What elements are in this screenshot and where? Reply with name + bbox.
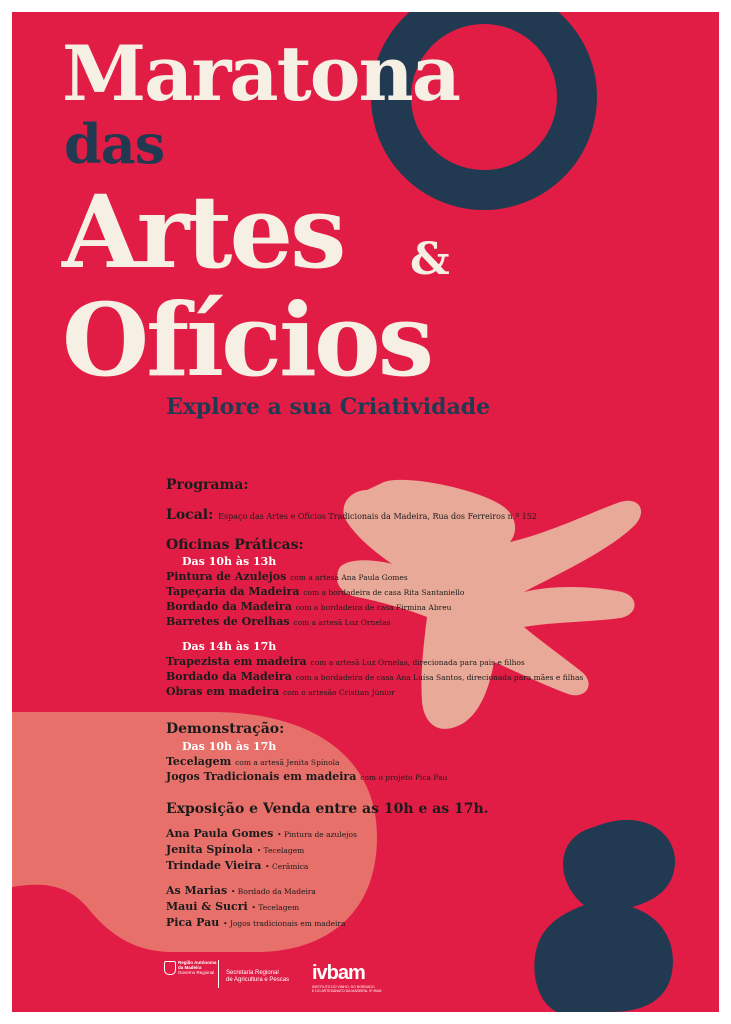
oficina-item-name: Bordado da Madeira	[166, 600, 292, 613]
exposicao-item-detail: • Jogos tradicionais em madeira	[223, 919, 346, 928]
oficina-item	[166, 570, 408, 583]
demonstracao-item	[166, 755, 340, 768]
footer-divider	[218, 960, 219, 988]
navy-blob-shape	[534, 820, 675, 1012]
exposicao-item-detail: • Pintura de azulejos	[277, 830, 357, 839]
oficina-item-detail: com a bordadeira de casa Ana Luísa Santos, direcionada para mães e filhas	[295, 673, 584, 682]
oficina-item-name: Pintura de Azulejos	[166, 570, 287, 583]
logo3-line1: INSTITUTO DO VINHO, DO BORDADO	[312, 985, 375, 989]
poster	[12, 12, 719, 1012]
logo3-line2: E DO ARTESANATO DA MADEIRA, IP-RAM	[312, 989, 382, 993]
demonstracao-item-detail: com o projeto Pica Pau	[360, 773, 448, 782]
oficina-item-name: Bordado da Madeira	[166, 670, 292, 683]
oficinas-afternoon-time: Das 14h às 17h	[182, 640, 277, 653]
demonstracao-time: Das 10h às 17h	[182, 740, 277, 753]
oficina-item-detail: com a artesã Luz Ornelas, direcionada para pais e filhos	[310, 658, 525, 667]
exposicao-item-detail: • Tecelagem	[251, 903, 300, 912]
oficinas-morning-time: Das 10h às 13h	[182, 555, 277, 568]
local-line	[166, 507, 537, 523]
subtitle: Explore a sua Criatividade	[166, 394, 491, 420]
logo-ivbam	[312, 963, 381, 993]
title-line-oficios: Ofícios	[62, 281, 431, 399]
logo2-line1: Secretaria Regional	[226, 970, 279, 976]
logo2-line2: de Agricultura e Pescas	[226, 977, 290, 983]
oficina-item	[166, 585, 464, 598]
oficina-item-detail: com o artesão Cristian Júnior	[283, 688, 395, 697]
oficina-item	[166, 670, 583, 683]
oficina-item-name: Tapeçaria da Madeira	[166, 585, 300, 598]
oficinas-label: Oficinas Práticas:	[166, 537, 304, 553]
exposicao-item	[166, 827, 357, 840]
exposicao-label: Exposição e Venda entre as 10h e as 17h.	[166, 801, 489, 817]
demonstracao-item-detail: com a artesã Jenita Spínola	[235, 758, 340, 767]
coat-of-arms-icon	[164, 961, 176, 975]
exposicao-item	[166, 843, 304, 856]
exposicao-item-name: As Marias	[166, 884, 228, 897]
exposicao-item-detail: • Cerâmica	[265, 862, 309, 871]
oficina-item-detail: com a bordadeira de casa Firmina Abreu	[295, 603, 452, 612]
demonstracao-item-name: Tecelagem	[166, 755, 232, 768]
logo1-line1: Região Autónoma	[178, 960, 217, 965]
title-line-artes: Artes	[62, 173, 344, 291]
exposicao-item	[166, 916, 345, 929]
exposicao-item-name: Trindade Vieira	[166, 859, 262, 872]
exposicao-item-name: Pica Pau	[166, 916, 220, 929]
demonstracao-item	[166, 770, 447, 783]
oficina-item	[166, 655, 525, 668]
logo1-line3: Governo Regional	[178, 970, 215, 975]
exposicao-item	[166, 900, 299, 913]
local-label: Local:	[166, 507, 214, 523]
demonstracao-item-name: Jogos Tradicionais em madeira	[166, 770, 357, 783]
ivbam-wordmark: ivbam	[312, 962, 365, 984]
oficina-item	[166, 600, 451, 613]
oficina-item-name: Obras em madeira	[166, 685, 280, 698]
oficina-item-name: Trapezista em madeira	[166, 655, 307, 668]
exposicao-item-name: Ana Paula Gomes	[166, 827, 274, 840]
oficina-item	[166, 685, 395, 698]
oficina-item	[166, 615, 391, 628]
local-text: Espaço das Artes e Ofícios Tradicionais da Madeira, Rua dos Ferreiros n.º 152	[218, 512, 537, 521]
title-ampersand: &	[410, 234, 450, 285]
exposicao-item	[166, 884, 316, 897]
programa-label: Programa:	[166, 477, 249, 493]
logo-secretaria-regional	[226, 970, 289, 984]
logo1-line2: da Madeira	[178, 965, 202, 970]
exposicao-item-name: Jenita Spínola	[166, 843, 253, 856]
exposicao-item-detail: • Tecelagem	[256, 846, 305, 855]
oficina-item-detail: com a artesã Ana Paula Gomes	[290, 573, 408, 582]
oficina-item-name: Barretes de Orelhas	[166, 615, 290, 628]
exposicao-item	[166, 859, 308, 872]
title-line-das: das	[64, 112, 165, 176]
oficina-item-detail: com a artesã Luz Ornelas	[293, 618, 391, 627]
title-line-maratona: Maratona	[62, 29, 459, 118]
oficina-item-detail: com a bordadeira de casa Rita Santaniello	[303, 588, 465, 597]
demonstracao-label: Demonstração:	[166, 721, 285, 737]
exposicao-item-detail: • Bordado da Madeira	[231, 887, 316, 896]
exposicao-item-name: Maui & Sucri	[166, 900, 248, 913]
